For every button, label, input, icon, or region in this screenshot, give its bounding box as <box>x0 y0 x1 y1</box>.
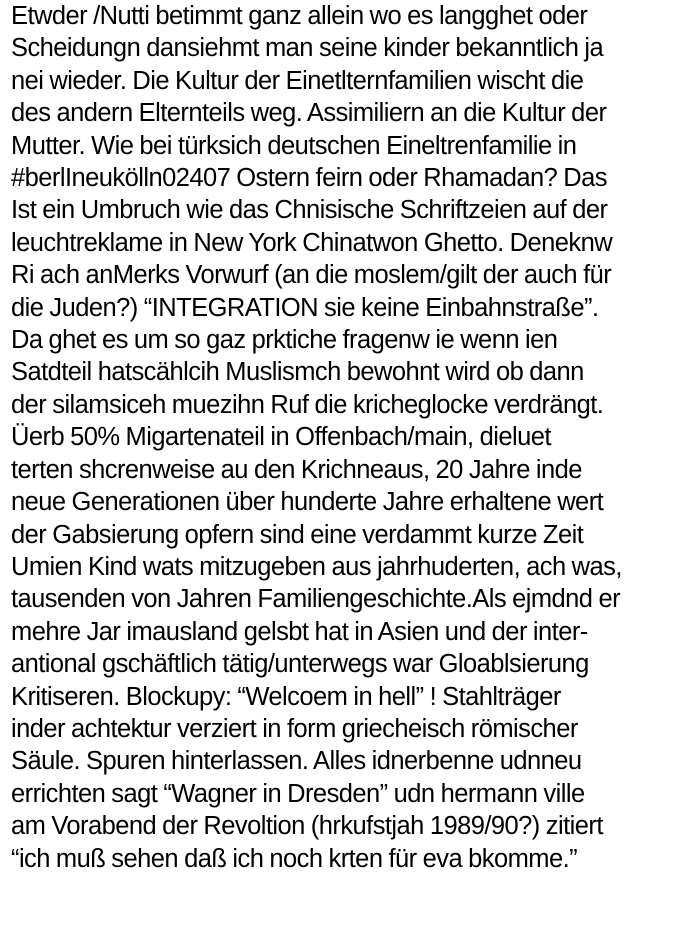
text-line: Üerb 50% Migartenateil in Offenbach/main, dieluet <box>11 423 551 452</box>
text-line: der Gabsierung opfern sind eine verdammt kurze Zeit <box>11 520 584 549</box>
text-line: leuchtreklame in New York Chinatwon Ghetto. Deneknw <box>11 228 613 257</box>
text-line: Satdteil hatscählcih Muslismch bewohnt wird ob dann <box>11 358 584 387</box>
text-line: mehre Jar imausland gelsbt hat in Asien und der inter- <box>11 617 588 646</box>
text-line: Säule. Spuren hinterlassen. Alles idnerbenne udnneu <box>11 747 582 776</box>
text-line: Mutter. Wie bei türksich deutschen Eineltrenfamilie in <box>11 131 577 160</box>
text-line: Ri ach anMerks Vorwurf (an die moslem/gilt der auch für <box>11 261 612 290</box>
text-line: Etwder /Nutti betimmt ganz allein wo es langghet oder <box>11 2 588 30</box>
text-line: am Vorabend der Revoltion (hrkufstjah 1989/90?) zitiert <box>11 812 603 841</box>
text-line: Ist ein Umbruch wie das Chnisische Schriftzeien auf der <box>11 196 608 225</box>
text-line: inder achtektur verziert in form griecheisch römischer <box>11 714 578 743</box>
text-line: neue Generationen über hunderte Jahre erhaltene wert <box>11 488 604 517</box>
text-line: Scheidungn dansiehmt man seine kinder bekanntlich ja <box>11 34 604 63</box>
text-line: Kritiseren. Blockupy: “Welcoem in hell” ! Stahlträger <box>11 682 561 711</box>
text-line: #berlIneukölln02407 Ostern feirn oder Rhamadan? Das <box>11 164 608 193</box>
text-line: terten shcrenweise au den Krichneaus, 20 Jahre inde <box>11 455 582 484</box>
text-line: des andern Elternteils weg. Assimiliern an die Kultur der <box>11 99 607 128</box>
text-line: Da ghet es um so gaz prktiche fragenw ie wenn ien <box>11 326 558 355</box>
text-line: errichten sagt “Wagner in Dresden” udn hermann ville <box>11 779 585 808</box>
text-line: der silamsiceh muezihn Ruf die kricheglocke verdrängt. <box>11 390 604 419</box>
text-line: “ich muß sehen daß ich noch krten für eva bkomme.” <box>11 844 578 873</box>
text-line: antional gschäftlich tätig/unterwegs war Gloablsierung <box>11 650 589 679</box>
body-text <box>11 0 681 875</box>
text-line: nei wieder. Die Kultur der Einetlternfamilien wischt die <box>11 66 584 95</box>
text-line: tausenden von Jahren Familiengeschichte.Als ejmdnd er <box>11 585 621 614</box>
text-line: Umien Kind wats mitzugeben aus jahrhuderten, ach was, <box>11 552 622 581</box>
text-line: die Juden?) “INTEGRATION sie keine Einbahnstraße”. <box>11 293 599 322</box>
